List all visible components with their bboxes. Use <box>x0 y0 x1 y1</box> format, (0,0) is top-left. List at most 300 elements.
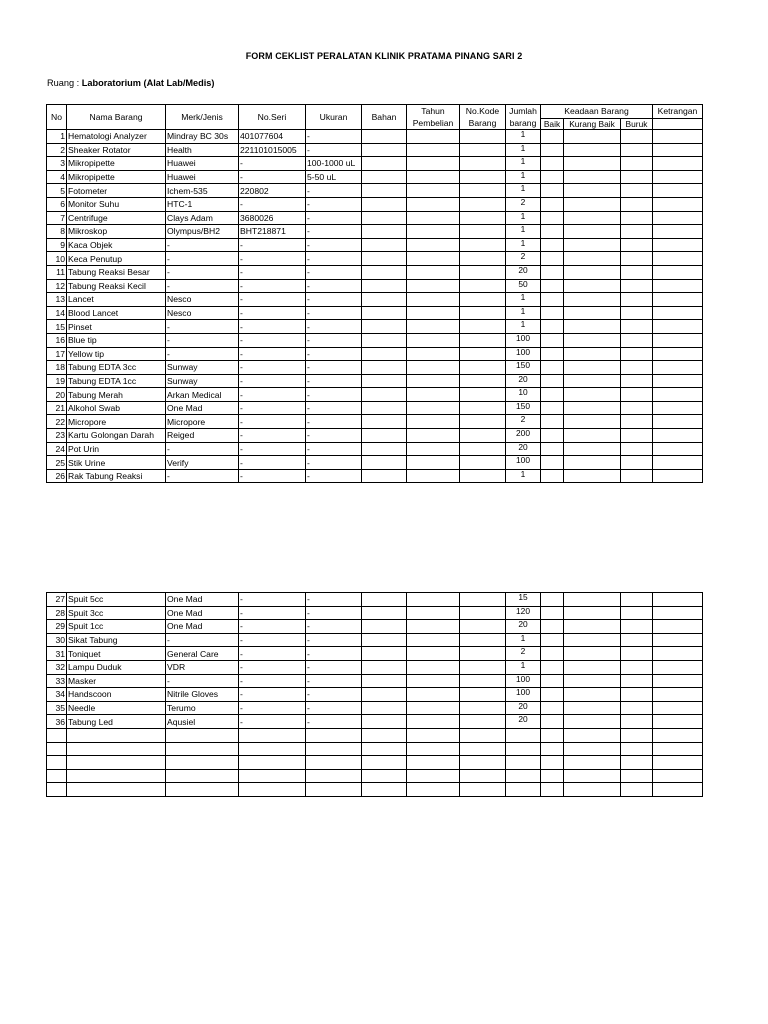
cell-kurang-baik <box>564 157 621 171</box>
table-row <box>47 742 703 756</box>
cell-kurang-baik <box>564 769 621 783</box>
cell-tahun-pembelian <box>407 197 460 211</box>
cell-baik <box>541 415 564 429</box>
cell-ukuran: 5-50 uL <box>306 170 362 184</box>
cell-nama-barang: Kaca Objek <box>67 238 166 252</box>
cell-tahun-pembelian <box>407 293 460 307</box>
header-no: No <box>47 105 67 130</box>
cell-kurang-baik <box>564 647 621 661</box>
cell-ukuran: - <box>306 647 362 661</box>
cell-merk-jenis: - <box>166 442 239 456</box>
cell-no-kode-barang <box>460 756 506 770</box>
table-row <box>47 660 703 674</box>
cell-kurang-baik <box>564 143 621 157</box>
cell-no: 32 <box>47 660 67 674</box>
header-buruk: Buruk <box>621 118 653 129</box>
cell-nama-barang: Pot Urin <box>67 442 166 456</box>
cell-no: 36 <box>47 715 67 729</box>
cell-ukuran: - <box>306 252 362 266</box>
cell-baik <box>541 429 564 443</box>
cell-tahun-pembelian <box>407 401 460 415</box>
cell-keterangan <box>653 347 703 361</box>
cell-no-seri: - <box>239 320 306 334</box>
cell-no: 6 <box>47 197 67 211</box>
cell-bahan <box>362 347 407 361</box>
cell-buruk <box>621 130 653 144</box>
cell-keterangan <box>653 620 703 634</box>
cell-bahan <box>362 593 407 607</box>
cell-ukuran: - <box>306 374 362 388</box>
cell-no-seri: - <box>239 388 306 402</box>
cell-kurang-baik <box>564 442 621 456</box>
cell-no-seri: - <box>239 415 306 429</box>
cell-no: 8 <box>47 225 67 239</box>
cell-merk-jenis: Huawei <box>166 170 239 184</box>
cell-keterangan <box>653 143 703 157</box>
cell-bahan <box>362 388 407 402</box>
cell-jumlah-barang: 1 <box>506 225 541 239</box>
cell-nama-barang: Toniquet <box>67 647 166 661</box>
header-jumlah-line2: barang <box>509 118 537 128</box>
header-kode-line1: No.Kode <box>465 106 500 116</box>
cell-merk-jenis: - <box>166 320 239 334</box>
cell-kurang-baik <box>564 674 621 688</box>
cell-no-kode-barang <box>460 320 506 334</box>
cell-no-seri: - <box>239 660 306 674</box>
cell-no-kode-barang <box>460 279 506 293</box>
cell-no-kode-barang <box>460 252 506 266</box>
cell-no-seri: 221101015005 <box>239 143 306 157</box>
table-row <box>47 347 703 361</box>
cell-baik <box>541 756 564 770</box>
cell-ukuran: - <box>306 361 362 375</box>
table-row <box>47 429 703 443</box>
cell-merk-jenis: One Mad <box>166 593 239 607</box>
cell-merk-jenis: - <box>166 238 239 252</box>
cell-keterangan <box>653 688 703 702</box>
cell-bahan <box>362 756 407 770</box>
cell-no-seri <box>239 756 306 770</box>
cell-ukuran: - <box>306 660 362 674</box>
cell-buruk <box>621 606 653 620</box>
table-row <box>47 701 703 715</box>
cell-no: 9 <box>47 238 67 252</box>
cell-no: 24 <box>47 442 67 456</box>
cell-tahun-pembelian <box>407 742 460 756</box>
cell-no-seri: - <box>239 674 306 688</box>
cell-bahan <box>362 401 407 415</box>
cell-keterangan <box>653 660 703 674</box>
cell-no-kode-barang <box>460 170 506 184</box>
cell-ukuran: - <box>306 674 362 688</box>
cell-tahun-pembelian <box>407 701 460 715</box>
cell-tahun-pembelian <box>407 333 460 347</box>
cell-merk-jenis: Sunway <box>166 374 239 388</box>
cell-no-kode-barang <box>460 660 506 674</box>
cell-no-kode-barang <box>460 293 506 307</box>
cell-keterangan <box>653 456 703 470</box>
cell-no: 11 <box>47 265 67 279</box>
cell-nama-barang <box>67 756 166 770</box>
cell-buruk <box>621 593 653 607</box>
cell-baik <box>541 157 564 171</box>
cell-no-seri: - <box>239 715 306 729</box>
cell-keterangan <box>653 225 703 239</box>
cell-tahun-pembelian <box>407 306 460 320</box>
table-row <box>47 620 703 634</box>
cell-jumlah-barang: 2 <box>506 252 541 266</box>
cell-no-kode-barang <box>460 442 506 456</box>
cell-jumlah-barang: 1 <box>506 170 541 184</box>
cell-no-kode-barang <box>460 415 506 429</box>
cell-kurang-baik <box>564 415 621 429</box>
cell-merk-jenis <box>166 783 239 797</box>
cell-bahan <box>362 320 407 334</box>
cell-no-seri: - <box>239 306 306 320</box>
cell-keterangan <box>653 715 703 729</box>
table-row <box>47 225 703 239</box>
cell-bahan <box>362 265 407 279</box>
cell-jumlah-barang: 2 <box>506 415 541 429</box>
cell-nama-barang: Sheaker Rotator <box>67 143 166 157</box>
cell-nama-barang: Lampu Duduk <box>67 660 166 674</box>
cell-tahun-pembelian <box>407 783 460 797</box>
cell-baik <box>541 620 564 634</box>
cell-ukuran: - <box>306 197 362 211</box>
cell-bahan <box>362 674 407 688</box>
cell-jumlah-barang: 1 <box>506 238 541 252</box>
cell-buruk <box>621 238 653 252</box>
cell-nama-barang: Tabung Merah <box>67 388 166 402</box>
cell-no-seri: - <box>239 429 306 443</box>
cell-merk-jenis: Olympus/BH2 <box>166 225 239 239</box>
cell-no-kode-barang <box>460 456 506 470</box>
cell-merk-jenis: VDR <box>166 660 239 674</box>
cell-nama-barang: Lancet <box>67 293 166 307</box>
cell-buruk <box>621 170 653 184</box>
cell-bahan <box>362 211 407 225</box>
cell-merk-jenis: Arkan Medical <box>166 388 239 402</box>
cell-keterangan <box>653 415 703 429</box>
cell-keterangan <box>653 756 703 770</box>
cell-no: 25 <box>47 456 67 470</box>
cell-buruk <box>621 715 653 729</box>
cell-bahan <box>362 715 407 729</box>
cell-keterangan <box>653 374 703 388</box>
cell-baik <box>541 701 564 715</box>
cell-nama-barang: Rak Tabung Reaksi <box>67 469 166 483</box>
cell-baik <box>541 225 564 239</box>
cell-no: 17 <box>47 347 67 361</box>
table-row <box>47 197 703 211</box>
cell-no: 18 <box>47 361 67 375</box>
cell-no-seri: BHT218871 <box>239 225 306 239</box>
cell-keterangan <box>653 197 703 211</box>
cell-merk-jenis <box>166 728 239 742</box>
cell-no-seri: - <box>239 361 306 375</box>
table-row <box>47 361 703 375</box>
cell-no: 29 <box>47 620 67 634</box>
cell-no-kode-barang <box>460 130 506 144</box>
cell-buruk <box>621 265 653 279</box>
cell-keterangan <box>653 361 703 375</box>
cell-keterangan <box>653 606 703 620</box>
cell-jumlah-barang: 1 <box>506 157 541 171</box>
cell-nama-barang: Tabung Led <box>67 715 166 729</box>
cell-buruk <box>621 769 653 783</box>
cell-nama-barang: Sikat Tabung <box>67 633 166 647</box>
cell-no-kode-barang <box>460 742 506 756</box>
cell-buruk <box>621 333 653 347</box>
cell-keterangan <box>653 442 703 456</box>
cell-kurang-baik <box>564 374 621 388</box>
cell-no: 22 <box>47 415 67 429</box>
cell-no-seri: - <box>239 279 306 293</box>
table-row <box>47 157 703 171</box>
cell-keterangan <box>653 238 703 252</box>
header-keterangan-sub <box>653 118 703 129</box>
cell-bahan <box>362 361 407 375</box>
table-row <box>47 728 703 742</box>
cell-tahun-pembelian <box>407 660 460 674</box>
cell-no-seri: - <box>239 442 306 456</box>
cell-keterangan <box>653 170 703 184</box>
cell-merk-jenis: Verify <box>166 456 239 470</box>
cell-nama-barang: Fotometer <box>67 184 166 198</box>
cell-kurang-baik <box>564 728 621 742</box>
cell-jumlah-barang: 100 <box>506 456 541 470</box>
cell-kurang-baik <box>564 170 621 184</box>
cell-no-kode-barang <box>460 347 506 361</box>
cell-jumlah-barang: 50 <box>506 279 541 293</box>
cell-tahun-pembelian <box>407 769 460 783</box>
table-row <box>47 469 703 483</box>
table-row <box>47 170 703 184</box>
cell-no-kode-barang <box>460 674 506 688</box>
cell-ukuran: - <box>306 633 362 647</box>
cell-jumlah-barang: 2 <box>506 197 541 211</box>
cell-no-seri: - <box>239 170 306 184</box>
cell-keterangan <box>653 742 703 756</box>
cell-tahun-pembelian <box>407 606 460 620</box>
header-keterangan: Ketrangan <box>653 105 703 119</box>
cell-no-seri: - <box>239 347 306 361</box>
cell-no-seri <box>239 769 306 783</box>
cell-kurang-baik <box>564 606 621 620</box>
cell-keterangan <box>653 306 703 320</box>
cell-baik <box>541 593 564 607</box>
cell-baik <box>541 674 564 688</box>
cell-jumlah-barang: 150 <box>506 361 541 375</box>
cell-ukuran: 100-1000 uL <box>306 157 362 171</box>
cell-tahun-pembelian <box>407 225 460 239</box>
cell-tahun-pembelian <box>407 715 460 729</box>
cell-nama-barang: Yellow tip <box>67 347 166 361</box>
cell-nama-barang: Mikroskop <box>67 225 166 239</box>
cell-baik <box>541 320 564 334</box>
table-row <box>47 320 703 334</box>
cell-keterangan <box>653 320 703 334</box>
cell-merk-jenis: Sunway <box>166 361 239 375</box>
cell-no-seri: - <box>239 374 306 388</box>
cell-nama-barang: Handscoon <box>67 688 166 702</box>
cell-buruk <box>621 401 653 415</box>
cell-ukuran: - <box>306 306 362 320</box>
cell-kurang-baik <box>564 701 621 715</box>
cell-bahan <box>362 688 407 702</box>
cell-ukuran: - <box>306 469 362 483</box>
header-tahun-line1: Tahun <box>421 106 445 116</box>
cell-bahan <box>362 415 407 429</box>
cell-no-seri: - <box>239 293 306 307</box>
cell-nama-barang <box>67 783 166 797</box>
cell-merk-jenis: Reiged <box>166 429 239 443</box>
cell-keterangan <box>653 252 703 266</box>
table-row <box>47 606 703 620</box>
cell-nama-barang: Tabung Reaksi Besar <box>67 265 166 279</box>
cell-tahun-pembelian <box>407 361 460 375</box>
cell-bahan <box>362 184 407 198</box>
cell-no-seri: - <box>239 620 306 634</box>
cell-merk-jenis: Mindray BC 30s <box>166 130 239 144</box>
cell-buruk <box>621 469 653 483</box>
cell-keterangan <box>653 265 703 279</box>
cell-no-kode-barang <box>460 593 506 607</box>
cell-nama-barang: Blood Lancet <box>67 306 166 320</box>
cell-merk-jenis <box>166 756 239 770</box>
cell-no: 10 <box>47 252 67 266</box>
cell-kurang-baik <box>564 620 621 634</box>
cell-ukuran: - <box>306 184 362 198</box>
cell-ukuran: - <box>306 415 362 429</box>
cell-nama-barang: Alkohol Swab <box>67 401 166 415</box>
cell-tahun-pembelian <box>407 469 460 483</box>
table-row <box>47 593 703 607</box>
cell-kurang-baik <box>564 715 621 729</box>
cell-ukuran <box>306 742 362 756</box>
cell-no <box>47 728 67 742</box>
cell-kurang-baik <box>564 211 621 225</box>
cell-no: 7 <box>47 211 67 225</box>
cell-baik <box>541 143 564 157</box>
cell-merk-jenis: Nitrile Gloves <box>166 688 239 702</box>
cell-baik <box>541 238 564 252</box>
cell-no-seri: - <box>239 606 306 620</box>
cell-buruk <box>621 647 653 661</box>
cell-no-kode-barang <box>460 429 506 443</box>
cell-baik <box>541 660 564 674</box>
cell-merk-jenis: Ichem-535 <box>166 184 239 198</box>
cell-jumlah-barang: 20 <box>506 701 541 715</box>
cell-ukuran: - <box>306 620 362 634</box>
table-row <box>47 143 703 157</box>
table-row <box>47 184 703 198</box>
cell-merk-jenis: - <box>166 469 239 483</box>
cell-merk-jenis: - <box>166 633 239 647</box>
cell-no-seri: - <box>239 688 306 702</box>
cell-bahan <box>362 225 407 239</box>
cell-buruk <box>621 293 653 307</box>
cell-no-seri: 401077604 <box>239 130 306 144</box>
cell-nama-barang: Tabung Reaksi Kecil <box>67 279 166 293</box>
cell-bahan <box>362 620 407 634</box>
cell-jumlah-barang: 20 <box>506 620 541 634</box>
cell-ukuran: - <box>306 442 362 456</box>
cell-no-seri: - <box>239 456 306 470</box>
cell-no-seri: 3680026 <box>239 211 306 225</box>
cell-nama-barang: Keca Penutup <box>67 252 166 266</box>
cell-baik <box>541 647 564 661</box>
cell-keterangan <box>653 130 703 144</box>
cell-jumlah-barang: 1 <box>506 143 541 157</box>
cell-buruk <box>621 347 653 361</box>
cell-kurang-baik <box>564 388 621 402</box>
cell-nama-barang <box>67 742 166 756</box>
cell-baik <box>541 442 564 456</box>
cell-merk-jenis: Terumo <box>166 701 239 715</box>
cell-no-seri: 220802 <box>239 184 306 198</box>
cell-no-seri <box>239 742 306 756</box>
cell-nama-barang: Spuit 5cc <box>67 593 166 607</box>
cell-no-seri: - <box>239 633 306 647</box>
cell-no-seri: - <box>239 647 306 661</box>
cell-buruk <box>621 620 653 634</box>
cell-merk-jenis: - <box>166 333 239 347</box>
cell-bahan <box>362 606 407 620</box>
cell-merk-jenis: One Mad <box>166 606 239 620</box>
cell-no-kode-barang <box>460 620 506 634</box>
cell-nama-barang: Needle <box>67 701 166 715</box>
cell-no: 30 <box>47 633 67 647</box>
cell-buruk <box>621 143 653 157</box>
cell-ukuran <box>306 728 362 742</box>
cell-kurang-baik <box>564 361 621 375</box>
cell-ukuran: - <box>306 593 362 607</box>
cell-ukuran: - <box>306 715 362 729</box>
cell-bahan <box>362 143 407 157</box>
cell-ukuran: - <box>306 688 362 702</box>
cell-jumlah-barang: 10 <box>506 388 541 402</box>
table-row <box>47 265 703 279</box>
cell-buruk <box>621 674 653 688</box>
cell-merk-jenis: General Care <box>166 647 239 661</box>
cell-ukuran: - <box>306 143 362 157</box>
cell-buruk <box>621 197 653 211</box>
cell-kurang-baik <box>564 252 621 266</box>
cell-merk-jenis: Aqusiel <box>166 715 239 729</box>
cell-bahan <box>362 333 407 347</box>
cell-bahan <box>362 130 407 144</box>
header-baik: Baik <box>541 118 564 129</box>
cell-baik <box>541 783 564 797</box>
cell-bahan <box>362 660 407 674</box>
cell-kurang-baik <box>564 130 621 144</box>
cell-buruk <box>621 415 653 429</box>
cell-bahan <box>362 701 407 715</box>
cell-keterangan <box>653 769 703 783</box>
cell-jumlah-barang <box>506 783 541 797</box>
cell-tahun-pembelian <box>407 211 460 225</box>
cell-bahan <box>362 238 407 252</box>
cell-jumlah-barang <box>506 728 541 742</box>
cell-keterangan <box>653 211 703 225</box>
cell-no: 2 <box>47 143 67 157</box>
cell-bahan <box>362 170 407 184</box>
cell-no: 21 <box>47 401 67 415</box>
header-kurang-baik: Kurang Baik <box>564 118 621 129</box>
cell-keterangan <box>653 293 703 307</box>
cell-no-seri: - <box>239 157 306 171</box>
